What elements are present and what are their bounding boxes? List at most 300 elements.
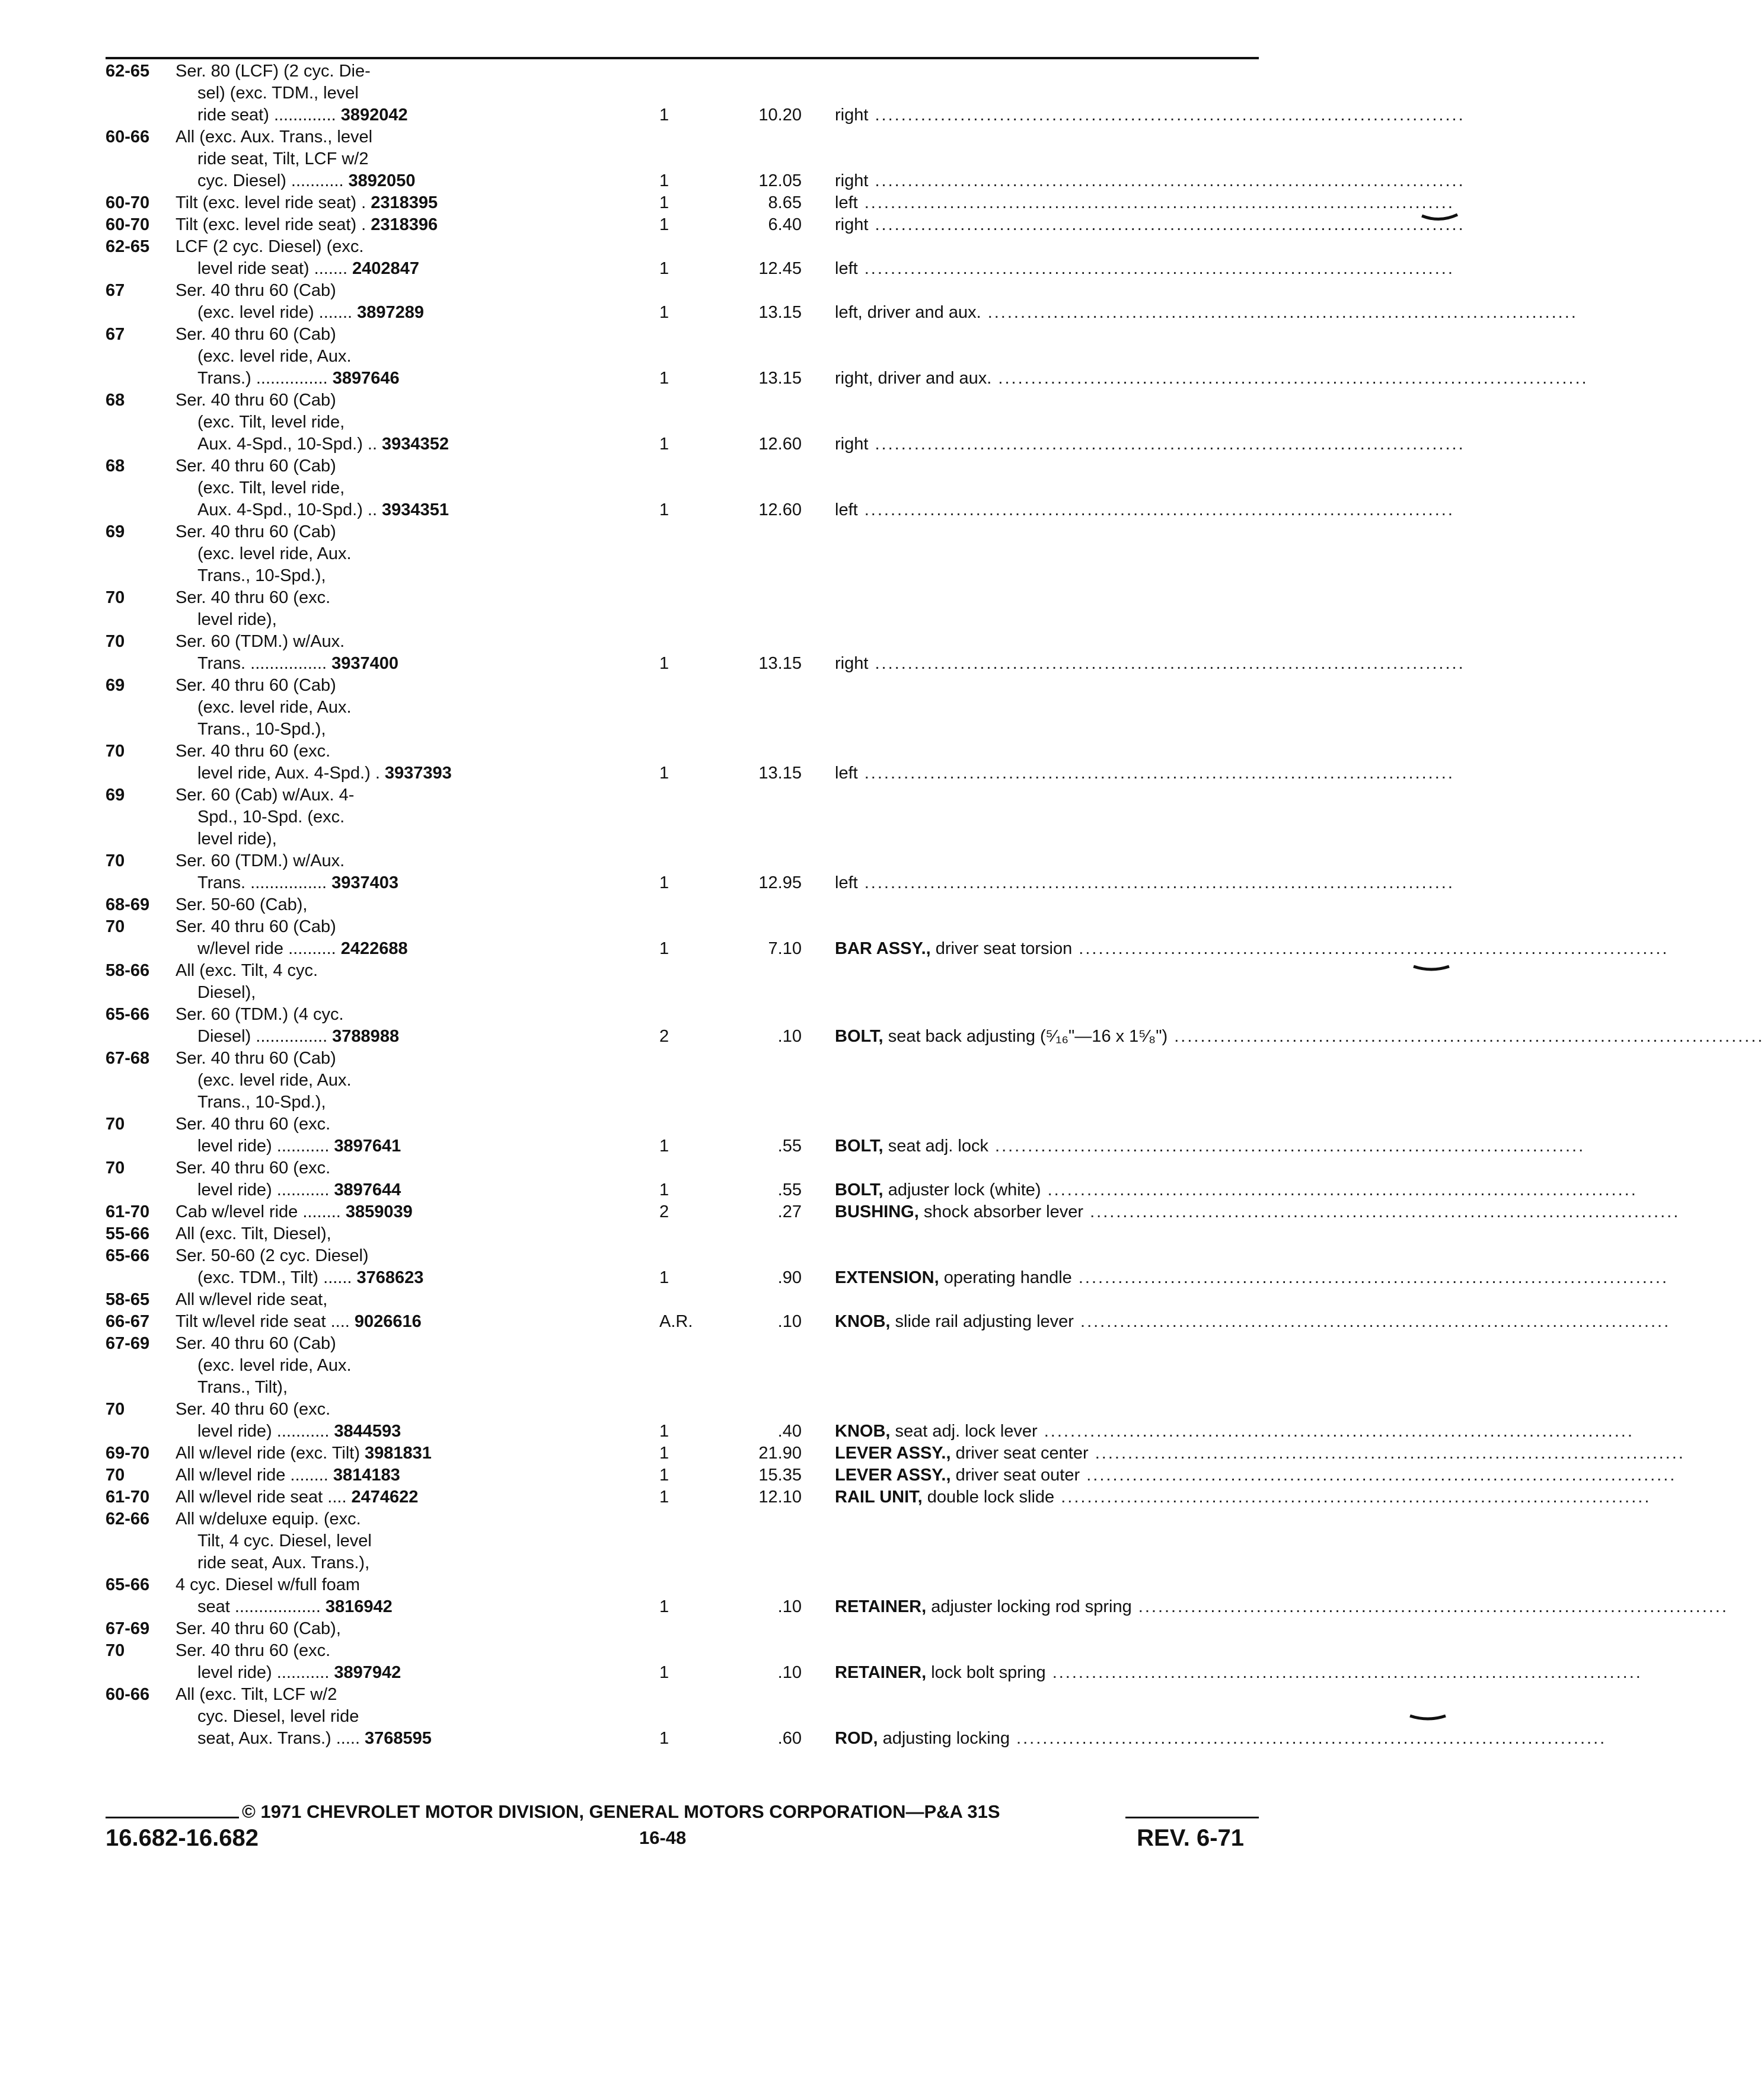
application-text: Tilt (exc. level ride seat) . (176, 215, 366, 234)
application-line (106, 280, 657, 302)
application-text: Ser. 40 thru 60 (Cab) (176, 1334, 336, 1353)
application-text: Ser. 40 thru 60 (Cab) (176, 522, 336, 541)
dot-leader: .......................................................................................... (988, 1137, 1586, 1156)
application-line (106, 1004, 657, 1026)
part-number: 3897646 (332, 369, 400, 388)
application-line (106, 1179, 657, 1201)
parts-entry (106, 236, 1454, 280)
dot-leader: .......................................................................................... (868, 106, 1465, 125)
application-cell (106, 1684, 657, 1750)
application-cell (106, 784, 657, 894)
part-detail: left (835, 873, 858, 892)
application-text: Tilt, 4 cyc. Diesel, level (197, 1531, 372, 1550)
model-years: 66-67 (106, 1312, 150, 1331)
part-detail: left (835, 193, 858, 212)
price: .40 (777, 1422, 802, 1441)
quantity: 1 (659, 1137, 669, 1156)
application-line (106, 1574, 657, 1596)
application-text: cyc. Diesel, level ride (197, 1707, 359, 1726)
price: .10 (777, 1663, 802, 1682)
part-number: 9026616 (354, 1312, 422, 1331)
application-text: Ser. 40 thru 60 (exc. (176, 1400, 331, 1419)
part-detail: left, driver and aux. (835, 303, 981, 322)
part-description (802, 499, 1454, 521)
part-name: BOLT, (835, 1027, 883, 1046)
quantity: 1 (659, 1729, 669, 1748)
quantity: 1 (659, 1663, 669, 1682)
application-line (106, 1618, 657, 1640)
application-cell (106, 1201, 657, 1223)
application-line (106, 609, 657, 631)
application-cell (106, 1223, 657, 1289)
quantity: 1 (659, 215, 669, 234)
dot-leader: .......................................................................................... (981, 303, 1578, 322)
price: 12.10 (758, 1488, 802, 1507)
price: .10 (777, 1597, 802, 1616)
application-cell (106, 1333, 657, 1443)
model-years: 70 (106, 742, 125, 761)
application-text: Ser. 40 thru 60 (Cab) (176, 676, 336, 695)
application-cell (106, 214, 657, 236)
application-line (106, 1201, 657, 1223)
part-name: ROD, (835, 1729, 878, 1748)
application-text: sel) (exc. TDM., level (197, 84, 359, 103)
application-line (106, 543, 657, 565)
application-text: Trans., 10-Spd.), (197, 566, 326, 585)
application-line (106, 214, 657, 236)
parts-entry (106, 390, 1465, 455)
model-years: 70 (106, 632, 125, 651)
part-number: 3897942 (334, 1663, 401, 1682)
model-years: 67 (106, 325, 125, 344)
model-years: 68 (106, 457, 125, 476)
application-text: Ser. 40 thru 60 (Cab) (176, 325, 336, 344)
quantity: 1 (659, 106, 669, 125)
revision-label: REV. 6-71 (1137, 1825, 1244, 1851)
application-line (106, 806, 657, 828)
parts-list (106, 60, 1764, 1804)
application-line (106, 1552, 657, 1574)
model-years: 58-66 (106, 961, 150, 980)
part-description (802, 1728, 1606, 1750)
application-text: cyc. Diesel) ........... (197, 171, 344, 190)
part-description (802, 1135, 1585, 1157)
dot-leader: .......................................................................................... (1168, 1027, 1764, 1046)
quantity: 2 (659, 1202, 669, 1221)
price: .55 (777, 1180, 802, 1199)
dot-leader: .......................................................................................... (868, 171, 1465, 190)
application-line (106, 477, 657, 499)
application-text: Diesel) ............... (197, 1027, 328, 1046)
part-number: 3768623 (356, 1268, 424, 1287)
parts-entry (106, 214, 1465, 236)
quantity: 1 (659, 435, 669, 454)
application-text: Ser. 40 thru 60 (exc. (176, 1641, 331, 1660)
binding-mark-1 (1421, 213, 1459, 222)
parts-entry (106, 280, 1578, 324)
application-cell (106, 1464, 657, 1486)
part-name: BAR ASSY., (835, 939, 931, 958)
part-detail: seat adj. lock (888, 1137, 988, 1156)
application-text: level ride) ........... (197, 1422, 330, 1441)
application-text: (exc. level ride, Aux. (197, 698, 352, 717)
model-years: 65-66 (106, 1575, 150, 1594)
model-years: 62-65 (106, 62, 150, 81)
application-text: level ride), (197, 610, 277, 629)
application-text: Ser. 40 thru 60 (Cab) (176, 457, 336, 476)
parts-entry (106, 1201, 1680, 1223)
model-years: 62-66 (106, 1510, 150, 1528)
part-detail: adjusting locking (882, 1729, 1010, 1748)
application-line (106, 1662, 657, 1684)
application-text: Ser. 40 thru 60 (Cab) (176, 917, 336, 936)
part-detail: adjuster locking rod spring (931, 1597, 1132, 1616)
part-detail: left (835, 500, 858, 519)
price: .10 (777, 1027, 802, 1046)
dot-leader: .......................................................................................... (857, 193, 1454, 212)
application-line (106, 192, 657, 214)
parts-entry (106, 784, 1454, 894)
application-line (106, 982, 657, 1004)
application-text: seat .................. (197, 1597, 321, 1616)
application-line (106, 784, 657, 806)
application-text: Ser. 60 (TDM.) w/Aux. (176, 632, 345, 651)
application-cell (106, 1618, 657, 1684)
application-text: Trans. ................ (197, 654, 327, 673)
price: 7.10 (768, 939, 802, 958)
quantity: 1 (659, 500, 669, 519)
part-detail: adjuster lock (white) (888, 1180, 1041, 1199)
quantity: 1 (659, 1597, 669, 1616)
application-line (106, 82, 657, 104)
application-text: All w/level ride seat .... (176, 1488, 347, 1507)
part-detail: right (835, 435, 869, 454)
application-text: Ser. 40 thru 60 (exc. (176, 742, 331, 761)
part-description (802, 1267, 1669, 1289)
model-years: 70 (106, 917, 125, 936)
model-years: 69-70 (106, 1444, 150, 1463)
part-number: 3816942 (325, 1597, 393, 1616)
application-line (106, 1223, 657, 1245)
application-text: Aux. 4-Spd., 10-Spd.) .. (197, 435, 378, 454)
application-text: Tilt (exc. level ride seat) . (176, 193, 366, 212)
quantity: A.R. (659, 1312, 693, 1331)
application-line (106, 960, 657, 982)
application-text: (exc. level ride, Aux. (197, 1356, 352, 1375)
part-name: KNOB, (835, 1312, 891, 1331)
model-years: 61-70 (106, 1202, 150, 1221)
parts-entry (106, 324, 1588, 390)
parts-entry (106, 675, 1454, 784)
quantity: 2 (659, 1027, 669, 1046)
part-description (802, 1486, 1651, 1508)
application-text: All w/level ride seat, (176, 1290, 328, 1309)
application-text: level ride) ........... (197, 1180, 330, 1199)
model-years: 70 (106, 1466, 125, 1485)
application-line (106, 1421, 657, 1443)
application-line (106, 587, 657, 609)
dot-leader: .......................................................................................... (1071, 1268, 1669, 1287)
price: 12.95 (758, 873, 802, 892)
price: 10.20 (758, 106, 802, 125)
dot-leader: .......................................................................................... (1009, 1729, 1607, 1748)
model-years: 70 (106, 1159, 125, 1177)
part-name: BOLT, (835, 1180, 883, 1199)
application-line (106, 346, 657, 368)
part-description (802, 214, 1465, 236)
dot-leader: .......................................................................................... (1131, 1597, 1728, 1616)
part-name: RETAINER, (835, 1663, 927, 1682)
model-years: 67-68 (106, 1049, 150, 1068)
price: 13.15 (758, 654, 802, 673)
application-line (106, 697, 657, 719)
application-line (106, 872, 657, 894)
application-line (106, 521, 657, 543)
price: 21.90 (758, 1444, 802, 1463)
part-number: 3844593 (334, 1422, 401, 1441)
parts-entry (106, 960, 1764, 1048)
part-number: 3897644 (334, 1180, 401, 1199)
dot-leader: .......................................................................................... (857, 873, 1454, 892)
quantity: 1 (659, 171, 669, 190)
copyright-line (106, 1801, 1259, 1825)
model-years: 55-66 (106, 1224, 150, 1243)
group-number: 16.682-16.682 (106, 1825, 259, 1851)
price: .27 (777, 1202, 802, 1221)
part-name: LEVER ASSY., (835, 1466, 951, 1485)
application-line (106, 1377, 657, 1399)
model-years: 65-66 (106, 1246, 150, 1265)
part-name: BUSHING, (835, 1202, 919, 1221)
model-years: 70 (106, 1115, 125, 1134)
part-detail: left (835, 764, 858, 783)
model-years: 62-65 (106, 237, 150, 256)
application-text: (exc. TDM., Tilt) ...... (197, 1268, 352, 1287)
dot-leader: .......................................................................................... (857, 764, 1454, 783)
part-number: 3934352 (382, 435, 449, 454)
application-line (106, 302, 657, 324)
application-line (106, 719, 657, 741)
dot-leader: .......................................................................................... (1054, 1488, 1651, 1507)
parts-entry (106, 1464, 1677, 1486)
part-detail: right, driver and aux. (835, 369, 992, 388)
application-text: All (exc. Tilt, Diesel), (176, 1224, 331, 1243)
application-text: ride seat) ............. (197, 106, 336, 125)
dot-leader: .......................................................................................... (868, 435, 1465, 454)
dot-leader: .......................................................................................... (1072, 939, 1669, 958)
application-text: seat, Aux. Trans.) ..... (197, 1729, 360, 1748)
price: 13.15 (758, 303, 802, 322)
part-detail: right (835, 654, 869, 673)
application-line (106, 1530, 657, 1552)
part-number: 3859039 (345, 1202, 413, 1221)
application-line (106, 565, 657, 587)
part-detail: right (835, 171, 869, 190)
parts-entry (106, 1157, 1638, 1201)
price: 13.15 (758, 764, 802, 783)
application-text: Spd., 10-Spd. (exc. (197, 808, 345, 826)
quantity: 1 (659, 1422, 669, 1441)
application-text: Ser. 40 thru 60 (Cab) (176, 391, 336, 410)
application-line (106, 368, 657, 390)
part-description (802, 872, 1454, 894)
application-line (106, 1048, 657, 1070)
application-text: Ser. 40 thru 60 (Cab) (176, 1049, 336, 1068)
binding-mark-2 (1412, 964, 1450, 972)
model-years: 67 (106, 281, 125, 300)
part-number: 3937403 (331, 873, 398, 892)
application-line (106, 126, 657, 148)
parts-entry (106, 1486, 1651, 1508)
part-description (802, 1026, 1764, 1048)
quantity: 1 (659, 369, 669, 388)
model-years: 70 (106, 1400, 125, 1419)
application-cell (106, 521, 657, 675)
model-years: 61-70 (106, 1488, 150, 1507)
parts-entry (106, 1618, 1642, 1684)
application-line (106, 1135, 657, 1157)
application-text: (exc. level ride, Aux. (197, 347, 352, 366)
quantity: 1 (659, 303, 669, 322)
part-name: EXTENSION, (835, 1268, 939, 1287)
part-description (802, 1421, 1634, 1443)
application-line (106, 828, 657, 850)
part-detail: left (835, 259, 858, 278)
parts-entry (106, 1289, 1671, 1333)
part-number: 3897641 (334, 1137, 401, 1156)
application-text: Trans., 10-Spd.), (197, 1093, 326, 1112)
application-cell (106, 126, 657, 192)
application-line (106, 1070, 657, 1092)
application-line (106, 938, 657, 960)
application-text: Ser. 60 (TDM.) (4 cyc. (176, 1005, 344, 1024)
part-detail: right (835, 106, 869, 125)
application-text: Ser. 40 thru 60 (exc. (176, 588, 331, 607)
application-text: level ride seat) ....... (197, 259, 348, 278)
application-text: ride seat, Aux. Trans.), (197, 1553, 370, 1572)
price: 13.15 (758, 369, 802, 388)
part-description (802, 1311, 1670, 1333)
part-description (802, 938, 1669, 960)
part-number: 3788988 (332, 1027, 400, 1046)
application-text: All w/level ride ........ (176, 1466, 328, 1485)
dot-leader: .......................................................................................... (1073, 1312, 1671, 1331)
price: .55 (777, 1137, 802, 1156)
binding-mark-3 (1409, 1713, 1447, 1722)
dot-leader: .......................................................................................... (1041, 1180, 1638, 1199)
application-line (106, 170, 657, 192)
part-description (802, 1443, 1685, 1464)
part-detail: lock bolt spring (931, 1663, 1046, 1682)
application-cell (106, 960, 657, 1048)
model-years: 68 (106, 391, 125, 410)
application-line (106, 1640, 657, 1662)
application-cell (106, 390, 657, 455)
price: 6.40 (768, 215, 802, 234)
application-cell (106, 1048, 657, 1157)
parts-entry (106, 455, 1454, 521)
model-years: 60-70 (106, 215, 150, 234)
price: .10 (777, 1312, 802, 1331)
quantity: 1 (659, 764, 669, 783)
application-text: All (exc. Aux. Trans., level (176, 127, 373, 146)
application-line (106, 916, 657, 938)
application-line (106, 762, 657, 784)
parts-entry (106, 192, 1454, 214)
application-line (106, 1399, 657, 1421)
application-cell (106, 60, 657, 126)
price: 12.45 (758, 259, 802, 278)
application-line (106, 1289, 657, 1311)
application-text: All (exc. Tilt, 4 cyc. (176, 961, 318, 980)
application-text: All w/deluxe equip. (exc. (176, 1510, 361, 1528)
parts-entry (106, 1333, 1634, 1443)
application-line (106, 104, 657, 126)
part-description (802, 1179, 1638, 1201)
application-text: Diesel), (197, 983, 256, 1002)
quantity: 1 (659, 1444, 669, 1463)
application-line (106, 258, 657, 280)
part-detail: slide rail adjusting lever (895, 1312, 1074, 1331)
model-years: 70 (106, 851, 125, 870)
dot-leader: .......................................................................................... (857, 259, 1454, 278)
application-line (106, 1486, 657, 1508)
part-number: 3937400 (331, 654, 398, 673)
model-years: 69 (106, 786, 125, 805)
application-line (106, 60, 657, 82)
part-number: 3814183 (333, 1466, 400, 1485)
part-name: RETAINER, (835, 1597, 927, 1616)
quantity: 1 (659, 873, 669, 892)
part-description (802, 170, 1465, 192)
part-name: KNOB, (835, 1422, 891, 1441)
application-text: (exc. Tilt, level ride, (197, 413, 345, 432)
dot-leader: .......................................................................................... (1080, 1466, 1677, 1485)
application-cell (106, 236, 657, 280)
part-number: 2318395 (371, 193, 438, 212)
part-detail: driver seat center (955, 1444, 1089, 1463)
application-cell (106, 1157, 657, 1201)
parts-entry (106, 1223, 1669, 1289)
price: 15.35 (758, 1466, 802, 1485)
part-detail: seat adj. lock lever (895, 1422, 1038, 1441)
application-text: Cab w/level ride ........ (176, 1202, 341, 1221)
part-number: 2474622 (351, 1488, 419, 1507)
footer-rule-left (106, 1817, 239, 1818)
part-number: 3892050 (348, 171, 416, 190)
part-detail: double lock slide (927, 1488, 1055, 1507)
model-years: 65-66 (106, 1005, 150, 1024)
quantity: 1 (659, 259, 669, 278)
dot-leader: .......................................................................................... (1083, 1202, 1680, 1221)
application-text: LCF (2 cyc. Diesel) (exc. (176, 237, 364, 256)
application-line (106, 455, 657, 477)
application-cell (106, 455, 657, 521)
application-line (106, 148, 657, 170)
price: 12.60 (758, 435, 802, 454)
part-description (802, 1464, 1676, 1486)
application-cell (106, 1508, 657, 1618)
application-line (106, 1245, 657, 1267)
application-line (106, 675, 657, 697)
part-number: 3937393 (384, 764, 452, 783)
application-text: 4 cyc. Diesel w/full foam (176, 1575, 361, 1594)
application-text: Ser. 80 (LCF) (2 cyc. Die- (176, 62, 371, 81)
part-description (802, 302, 1578, 324)
parts-entry (106, 1684, 1607, 1750)
dot-leader: .......................................................................................... (991, 369, 1588, 388)
application-line (106, 1333, 657, 1355)
